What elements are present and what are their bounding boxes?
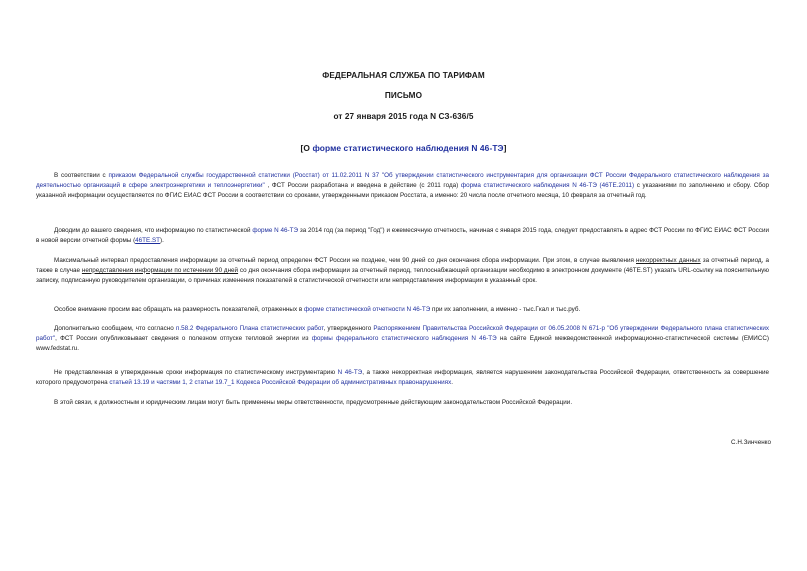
subject-open: [О: [300, 143, 313, 153]
n-46te-link[interactable]: N 46-ТЭ: [337, 369, 363, 376]
p6-text-2: , а также некорректная информация, является нарушением законодательства Российской Федерации, ответственность за совершение которого предусмотрена: [36, 369, 769, 386]
p4-text-2: при их заполнении, а именно - тыс.Гкал и тыс.руб.: [430, 306, 581, 313]
form-46te-link[interactable]: форме N 46-ТЭ: [252, 227, 299, 234]
stat-plan-item-link[interactable]: п.58.2 Федерального Плана статистических работ: [175, 325, 324, 332]
p5-text-1: Дополнительно сообщаем, что согласно: [54, 325, 176, 332]
paragraph-4: [36, 305, 769, 315]
non-submission-underline: непредставления информации по истечении 90 дней: [81, 266, 239, 274]
document-date-number: от 27 января 2015 года N СЗ-636/5: [333, 112, 474, 121]
document-subject: [0, 143, 807, 153]
document-type-heading: ПИСЬМО: [384, 91, 423, 100]
subject-close: ]: [503, 143, 507, 153]
p3-text-3: со дня окончания сбора информации за отчетный период, теплоснабжающей организации необходимо в электронном документе (46TE.ST) указать URL-ссылку на пояснительную записку, подписанную руководителем организации, о причинах изменения показателей в статистической отчетности или непредставления информации в указанный срок.: [36, 266, 769, 284]
paragraph-2: [36, 226, 769, 246]
form-46te-st-link[interactable]: 46TE.ST: [135, 236, 161, 244]
p6-text-1: Не представленная в утвержденные сроки информация по статистическому инструментарию: [54, 369, 338, 376]
p2-text-1: Доводим до вашего сведения, что информацию по статистической: [54, 227, 253, 234]
paragraph-6: [36, 368, 769, 388]
admin-code-articles-link[interactable]: статьей 13.19 и частями 1, 2 статьи 19.7_1 Кодекса Российской Федерации об административных правонарушениях: [109, 378, 452, 386]
incorrect-data-underline: некорректных данных: [636, 257, 701, 264]
p2-text-2: за 2014 год (за период "Год") и ежемесячную отчетность, начиная с января 2015 года, следует предоставлять в адрес ФСТ России по ФГИС ЕИАС ФСТ России в новой версии отчетной формы (: [36, 227, 769, 244]
p1-text-2: , ФСТ России разработана и введена в действие (с 2011 года): [264, 181, 461, 189]
p3-text-1: Максимальный интервал предоставления информации за отчетный период определен ФСТ России не позднее, чем 90 дней со дня окончания сбора информации. При этом, в случае выявления: [54, 257, 637, 264]
paragraph-7: [36, 398, 769, 408]
p7-text-1: В этой связи, к должностным и юридическим лицам могут быть применены меры ответственности, предусмотренные действующим законодательством Российской Федерации.: [54, 399, 573, 406]
subject-link[interactable]: форме статистического наблюдения N 46-ТЭ: [312, 143, 504, 153]
p5-text-3: , ФСТ России опубликовывает сведения о полезном отпуске тепловой энергии из: [55, 334, 312, 342]
paragraph-3: [36, 256, 769, 285]
signature: С.Н.Зинченко: [731, 439, 771, 446]
p1-text-1: В соответствии с: [54, 172, 109, 179]
p5-text-4: на сайте Единой межведомственной информационно-статистической системы (ЕМИСС) www.fedstat.ru.: [36, 334, 769, 352]
p5-text-2: , утвержденного: [323, 325, 374, 332]
rosstat-order-link[interactable]: приказом Федеральной службы государственной статистики (Росстат) от 11.02.2011 N 37 "Об утверждении статистического инструментария для организации ФСТ России Федерального статистического наблюдения за деятельностью организаций в сфере электроэнергетики и теплоэнергетики": [36, 172, 770, 189]
p3-text-2: за отчетный период, а также в случае: [36, 257, 769, 274]
government-order-link[interactable]: Распоряжением Правительства Российской Федерации от 06.05.2008 N 671-р "Об утверждении Федерального плана статистических работ": [36, 325, 769, 342]
p6-text-3: .: [451, 378, 453, 386]
paragraph-1: [36, 171, 769, 200]
p4-text-1: Особое внимание просим вас обращать на размерность показателей, отраженных в: [54, 306, 304, 313]
p2-text-3: ).: [160, 236, 164, 244]
stat-report-form-link[interactable]: форме статистической отчетности N 46-ТЭ: [303, 306, 431, 313]
federal-form-46te-link[interactable]: формы федерального статистического наблюдения N 46-ТЭ: [311, 334, 497, 342]
p1-text-3: с указаниями по заполнению и сбору. Сбор указанной информации осуществляется по ФГИС ЕИАС ФСТ России в соответствии со сроками, утвержденными приказом Росстата, а именно: 20 числа после отчетного месяца, 10 февраля за отчетный год.: [36, 181, 769, 199]
agency-heading: ФЕДЕРАЛЬНАЯ СЛУЖБА ПО ТАРИФАМ: [322, 71, 485, 80]
form-46te-2011-link[interactable]: форма статистического наблюдения N 46-ТЭ (46ТЕ.2011): [460, 181, 635, 189]
paragraph-5: [36, 324, 769, 353]
